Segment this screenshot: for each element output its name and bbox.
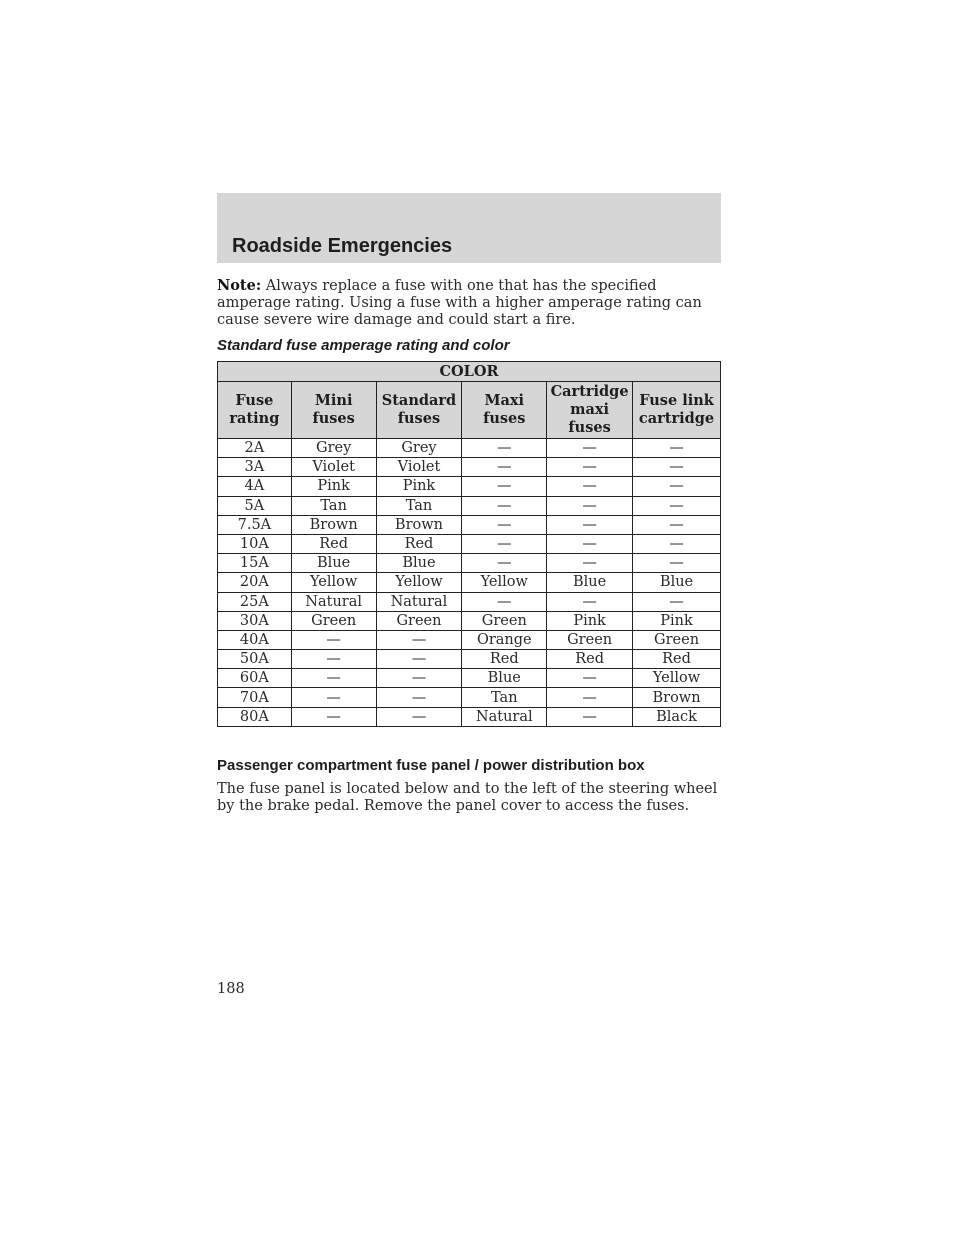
table-cell: — [547, 515, 633, 534]
table-row [218, 669, 721, 688]
table-caption: Standard fuse amperage rating and color [217, 337, 510, 354]
table-cell: Violet [376, 458, 462, 477]
table-row [218, 688, 721, 707]
table-cell: Tan [462, 688, 547, 707]
table-cell: Yellow [462, 573, 547, 592]
table-cell: 7.5A [218, 515, 292, 534]
table-cell: 30A [218, 611, 292, 630]
table-cell: Green [462, 611, 547, 630]
table-cell: Green [633, 630, 721, 649]
column-header: Cartridge maxi fuses [547, 382, 633, 439]
column-header-row [218, 382, 721, 439]
table-cell: 60A [218, 669, 292, 688]
table-row [218, 439, 721, 458]
table-row [218, 630, 721, 649]
table-cell: — [462, 554, 547, 573]
table-cell: — [462, 458, 547, 477]
table-cell: Green [547, 630, 633, 649]
section-heading: Passenger compartment fuse panel / power distribution box [217, 757, 645, 774]
table-cell: — [547, 534, 633, 553]
table-row [218, 458, 721, 477]
table-row [218, 592, 721, 611]
table-cell: — [547, 496, 633, 515]
table-cell: Brown [376, 515, 462, 534]
table-cell: Red [376, 534, 462, 553]
table-cell: — [376, 688, 462, 707]
fuse-panel-paragraph: The fuse panel is located below and to the left of the steering wheel by the brake pedal. Remove the panel cover to access the fuses. [217, 781, 718, 814]
table-cell: Grey [291, 439, 376, 458]
table-cell: Grey [376, 439, 462, 458]
table-cell: 20A [218, 573, 292, 592]
table-cell: Red [291, 534, 376, 553]
table-cell: — [547, 439, 633, 458]
table-cell: Pink [633, 611, 721, 630]
section-header-band [217, 193, 721, 263]
page-number: 188 [217, 981, 245, 997]
table-row [218, 611, 721, 630]
table-cell: Natural [376, 592, 462, 611]
table-cell: Tan [291, 496, 376, 515]
table-cell: Pink [376, 477, 462, 496]
table-cell: 4A [218, 477, 292, 496]
table-cell: — [633, 592, 721, 611]
table-cell: — [547, 477, 633, 496]
table-cell: 70A [218, 688, 292, 707]
table-cell: — [633, 458, 721, 477]
table-cell: — [633, 439, 721, 458]
table-cell: — [376, 707, 462, 726]
table-cell: — [462, 439, 547, 458]
table-cell: Black [633, 707, 721, 726]
table-row [218, 707, 721, 726]
table-cell: — [633, 554, 721, 573]
table-cell: Yellow [376, 573, 462, 592]
table-cell: Yellow [633, 669, 721, 688]
table-cell: 80A [218, 707, 292, 726]
fuse-color-table [217, 361, 721, 727]
table-cell: — [462, 592, 547, 611]
table-cell: Pink [547, 611, 633, 630]
column-header: Standard fuses [376, 382, 462, 439]
table-cell: Pink [291, 477, 376, 496]
table-cell: Natural [291, 592, 376, 611]
table-cell: — [291, 707, 376, 726]
table-cell: — [376, 630, 462, 649]
note-text: Always replace a fuse with one that has the specified amperage rating. Using a fuse with a higher amperage rating can cause severe wire damage and could start a fire. [217, 278, 702, 328]
table-cell: Violet [291, 458, 376, 477]
table-cell: Tan [376, 496, 462, 515]
table-cell: — [462, 477, 547, 496]
table-cell: Natural [462, 707, 547, 726]
table-cell: Blue [291, 554, 376, 573]
table-cell: Orange [462, 630, 547, 649]
column-header: Fuse link cartridge [633, 382, 721, 439]
table-cell: — [291, 650, 376, 669]
table-cell: — [376, 669, 462, 688]
table-cell: — [462, 496, 547, 515]
table-row [218, 534, 721, 553]
column-header: Mini fuses [291, 382, 376, 439]
table-cell: 3A [218, 458, 292, 477]
table-cell: — [547, 592, 633, 611]
table-cell: 40A [218, 630, 292, 649]
color-group-header: COLOR [218, 362, 721, 382]
column-header: Fuse rating [218, 382, 292, 439]
note-label: Note: [217, 277, 262, 294]
table-cell: Green [291, 611, 376, 630]
table-cell: 50A [218, 650, 292, 669]
table-cell: Blue [633, 573, 721, 592]
table-cell: — [633, 534, 721, 553]
table-cell: — [633, 515, 721, 534]
table-cell: — [633, 477, 721, 496]
table-cell: 2A [218, 439, 292, 458]
table-cell: — [547, 554, 633, 573]
table-cell: — [462, 515, 547, 534]
table-cell: — [547, 458, 633, 477]
table-cell: — [376, 650, 462, 669]
note-paragraph [217, 277, 721, 329]
table-cell: — [291, 669, 376, 688]
table-row [218, 477, 721, 496]
table-cell: — [547, 688, 633, 707]
table-cell: Blue [462, 669, 547, 688]
table-cell: — [291, 688, 376, 707]
table-cell: Red [633, 650, 721, 669]
table-row [218, 573, 721, 592]
column-header: Maxi fuses [462, 382, 547, 439]
table-cell: 5A [218, 496, 292, 515]
table-cell: Brown [633, 688, 721, 707]
table-cell: Blue [547, 573, 633, 592]
table-cell: 15A [218, 554, 292, 573]
table-cell: Yellow [291, 573, 376, 592]
section-title: Roadside Emergencies [232, 235, 453, 257]
table-row [218, 650, 721, 669]
table-cell: Blue [376, 554, 462, 573]
table-cell: 25A [218, 592, 292, 611]
table-body [218, 439, 721, 727]
table-cell: — [633, 496, 721, 515]
table-cell: Red [462, 650, 547, 669]
table-cell: — [462, 534, 547, 553]
table-cell: 10A [218, 534, 292, 553]
table-cell: — [291, 630, 376, 649]
table-cell: Green [376, 611, 462, 630]
table-cell: — [547, 707, 633, 726]
table-cell: Brown [291, 515, 376, 534]
table-cell: Red [547, 650, 633, 669]
table-row [218, 515, 721, 534]
table-cell: — [547, 669, 633, 688]
table-row [218, 554, 721, 573]
table-row [218, 496, 721, 515]
